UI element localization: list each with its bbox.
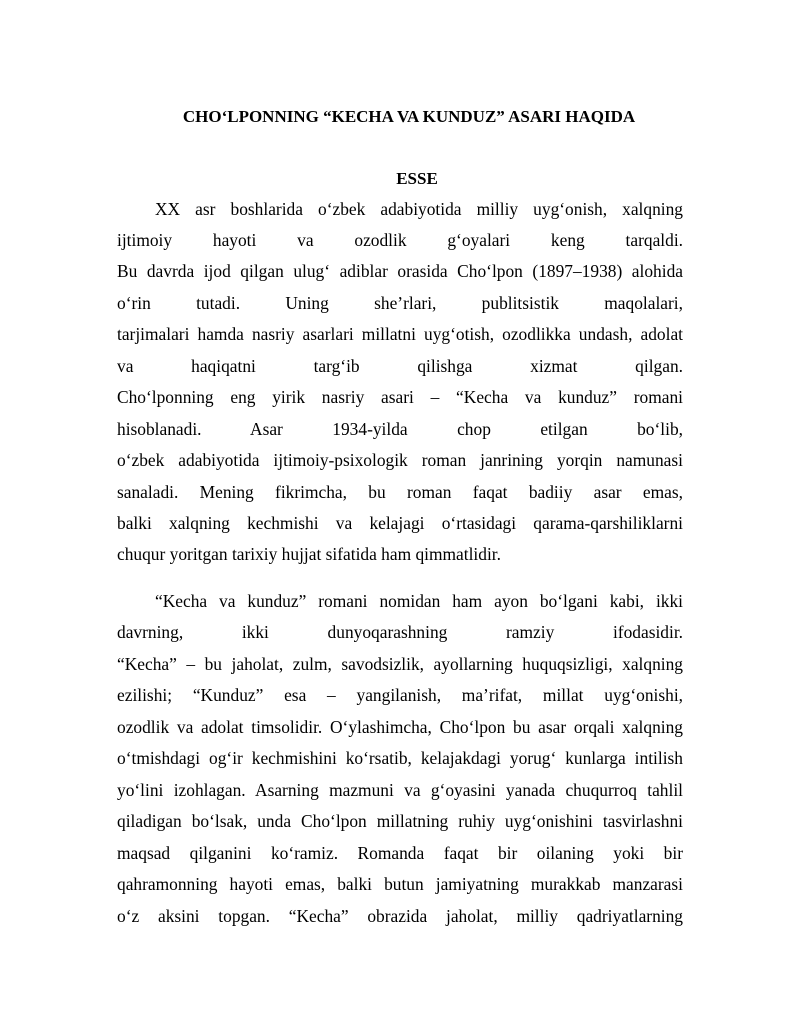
- paragraph-line: va haqiqatni targ‘ib qilishga xizmat qilgan.: [117, 356, 683, 376]
- document-subtitle: ESSE: [396, 169, 438, 188]
- paragraph-line: o‘tmishdagi og‘ir kechmishini ko‘rsatib, kelajakdagi yorug‘ kunlarga intilish: [117, 748, 683, 768]
- paragraph-line: davrning, ikki dunyoqarashning ramziy ifodasidir.: [117, 622, 683, 642]
- paragraph-line: “Kecha va kunduz” romani nomidan ham ayon bo‘lgani kabi, ikki: [155, 591, 683, 611]
- paragraph-line: XX asr boshlarida o‘zbek adabiyotida milliy uyg‘onish, xalqning: [155, 199, 683, 219]
- paragraph-line: Bu davrda ijod qilgan ulug‘ adiblar orasida Cho‘lpon (1897–1938) alohida: [117, 261, 683, 281]
- paragraph-line: chuqur yoritgan tarixiy hujjat sifatida ham qimmatlidir.: [117, 544, 501, 564]
- paragraph-line: “Kecha” – bu jaholat, zulm, savodsizlik, ayollarning huquqsizligi, xalqning: [117, 654, 683, 674]
- paragraph-line: ezilishi; “Kunduz” esa – yangilanish, ma’rifat, millat uyg‘onishi,: [117, 685, 683, 705]
- paragraph-line: ijtimoiy hayoti va ozodlik g‘oyalari keng tarqaldi.: [117, 230, 683, 250]
- paragraph-line: balki xalqning kechmishi va kelajagi o‘rtasidagi qarama-qarshiliklarni: [117, 513, 683, 533]
- paragraph-line: tarjimalari hamda nasriy asarlari millatni uyg‘otish, ozodlikka undash, adolat: [117, 324, 683, 344]
- paragraph-line: maqsad qilganini ko‘ramiz. Romanda faqat bir oilaning yoki bir: [117, 843, 683, 863]
- paragraph-line: o‘z aksini topgan. “Kecha” obrazida jaholat, milliy qadriyatlarning: [117, 906, 683, 926]
- paragraph-line: qahramonning hayoti emas, balki butun jamiyatning murakkab manzarasi: [117, 874, 683, 894]
- paragraph-line: qiladigan bo‘lsak, unda Cho‘lpon millatning ruhiy uyg‘onishini tasvirlashni: [117, 811, 683, 831]
- paragraph-line: ozodlik va adolat timsolidir. O‘ylashimcha, Cho‘lpon bu asar orqali xalqning: [117, 717, 683, 737]
- paragraph-line: o‘zbek adabiyotida ijtimoiy-psixologik roman janrining yorqin namunasi: [117, 450, 683, 470]
- paragraph-line: sanaladi. Mening fikrimcha, bu roman faqat badiiy asar emas,: [117, 482, 683, 502]
- document-title: CHO‘LPONNING “KECHA VA KUNDUZ” ASARI HAQIDA: [182, 107, 636, 126]
- paragraph-line: o‘rin tutadi. Uning she’rlari, publitsistik maqolalari,: [117, 293, 683, 313]
- paragraph-line: hisoblanadi. Asar 1934-yilda chop etilgan bo‘lib,: [117, 419, 683, 439]
- paragraph-line: yo‘lini izohlagan. Asarning mazmuni va g‘oyasini yanada chuqurroq tahlil: [117, 780, 683, 800]
- paragraph-line: Cho‘lponning eng yirik nasriy asari – “Kecha va kunduz” romani: [117, 387, 683, 407]
